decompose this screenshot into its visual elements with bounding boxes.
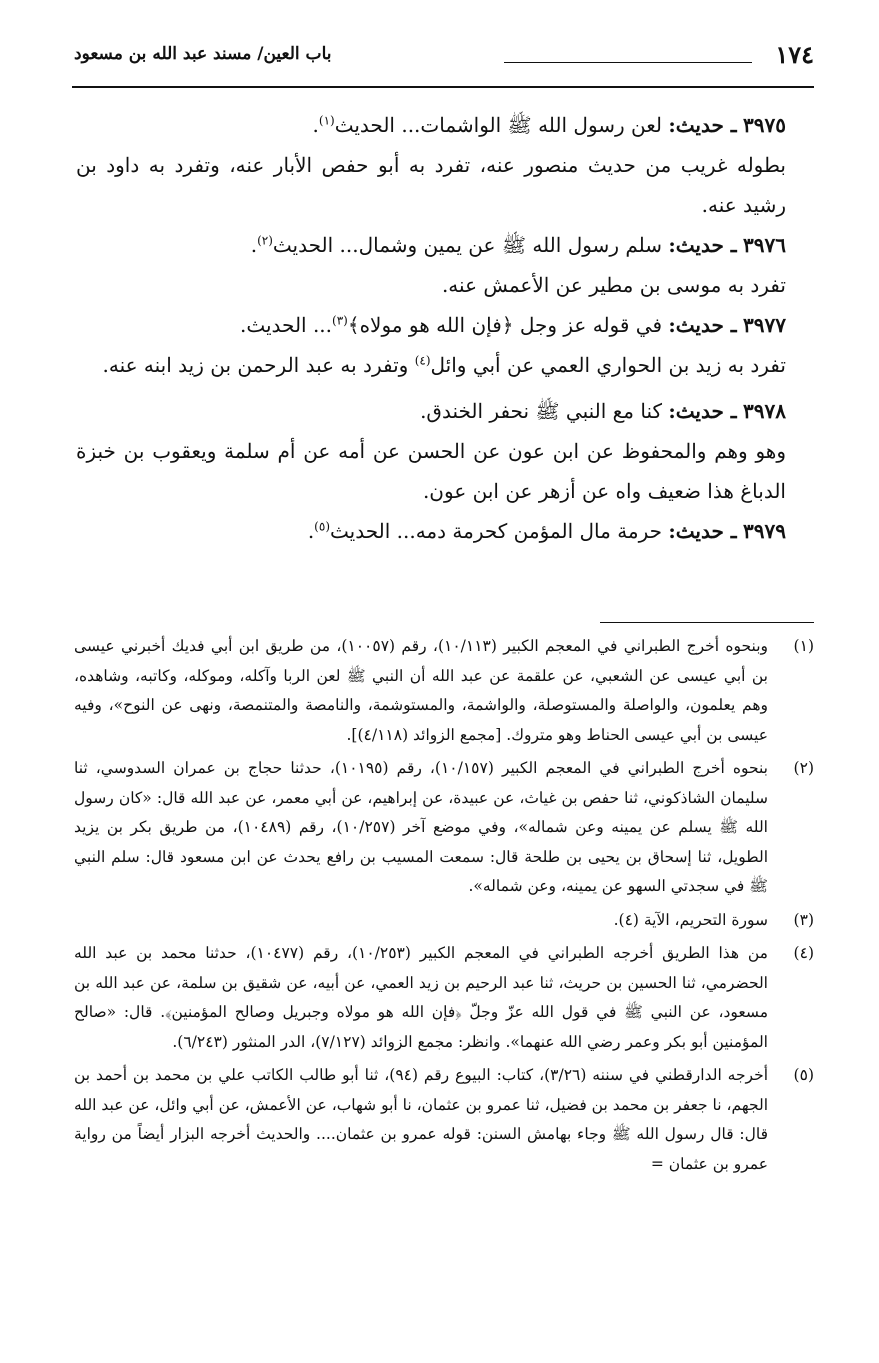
footnote-mark: (٣): [793, 910, 814, 929]
hadith-entry: ٣٩٧٩ ـ حديث: حرمة مال المؤمن كحرمة دمه... الحديث$^{(٥)}$.: [307, 519, 786, 543]
footnote-text: وبنحوه أخرج الطبراني في المعجم الكبير (١٠/١١٣)، رقم (١٠٠٥٧)، من طريق ابن أبي فديك أخبرني عيسى بن أبي عيسى عن الشعبي، عن علقمة عن عبد الله أن النبي ﷺ لعن الربا وآكله، وموكله، وكاتبه، وشاهده، وهم يعلمون، والواصلة والمستوصلة، والواشمة، والمستوشمة، والنامصة والمتنمصة، ونهى عن النوح»، وفيه عيسى بن أبي عيسى الحناط وهو متروك. [مجمع الزوائد (٤/١١٨)].: [74, 637, 768, 744]
footnote-text: أخرجه الدارقطني في سننه (٣/٢٦)، كتاب: البيوع رقم (٩٤)، ثنا أبو طالب الكاتب علي بن محمد بن أحمد بن الجهم، نا جعفر بن محمد بن فضيل، ثنا عمرو بن عثمان، نا أبو شهاب، عن الأعمش، عن أبي وائل، عن عبد الله قال: قال رسول الله ﷺ وجاء بهامش السنن: قوله عمرو بن عثمان.... والحديث أخرجه البزار أيضاً من رواية عمرو بن عثمان =: [74, 1066, 768, 1173]
hadith-entry: ٣٩٧٦ ـ حديث: سلم رسول الله ﷺ عن يمين وشمال... الحديث$^{(٢)}$.: [250, 233, 786, 257]
footnote: [74, 939, 814, 1057]
running-title: باب العين/ مسند عبد الله بن مسعود: [74, 44, 332, 64]
page-number: ١٧٤: [775, 40, 814, 69]
footnote: [74, 1061, 814, 1179]
footnote-mark: (٤): [793, 944, 814, 962]
commentary-paragraph: وهو وهم والمحفوظ عن ابن عون عن الحسن عن أمه عن أم سلمة ويعقوب بن خبزة الدباغ هذا ضعيف واه عن أزهر عن ابن عون.: [76, 439, 786, 503]
commentary-paragraph: تفرد به زيد بن الحواري العمي عن أبي وائل$^{(٤)}$ وتفرد به عبد الرحمن بن زيد ابنه عنه.: [102, 353, 786, 377]
footnote-text: بنحوه أخرج الطبراني في المعجم الكبير (١٠/١٥٧)، رقم (١٠١٩٥)، حدثنا حجاج بن عمران السدوسي، ثنا سليمان الشاذكوني، ثنا حفص بن غياث، عن عبيدة، عن إبراهيم، عن أبي معمر، عن عبد الله قال: «كان رسول الله ﷺ يسلم عن يمينه وعن شماله»، وفي موضع آخر (١٠/٢٥٧)، رقم (١٠٤٨٩)، من طريق بكر بن يزيد الطويل، ثنا إسحاق بن يحيى بن طلحة قال: سمعت المسيب بن رافع يحدث عن ابن مسعود قال: سلم النبي ﷺ في سجدتي السهو عن يمينه، وعن شماله».: [74, 759, 768, 895]
footnote-mark: (٥): [793, 1066, 814, 1084]
footnote: [74, 906, 814, 936]
page-header: [74, 40, 814, 80]
footnote-text: سورة التحريم، الآية (٤).: [613, 910, 768, 929]
hadith-entry: ٣٩٧٥ ـ حديث: لعن رسول الله ﷺ الواشمات... الحديث$^{(١)}$.: [312, 113, 786, 137]
footnote: [74, 754, 814, 902]
footnotes: [74, 632, 814, 1183]
footnote: [74, 632, 814, 750]
footnote-text: من هذا الطريق أخرجه الطبراني في المعجم الكبير (١٠/٢٥٣)، رقم (١٠٤٧٧)، حدثنا محمد بن عبد الله الحضرمي، ثنا الحسين بن حريث، ثنا عبد الرحيم بن زيد العمي، عن أبيه، عن شقيق بن سلمة، عن عبد الله بن مسعود، عن النبي ﷺ في قول الله عزّ وجلّ ﴿فإن الله هو مولاه وجبريل وصالح المؤمنين﴾. قال: «صالح المؤمنين أبو بكر وعمر رضي الله عنهما». وانظر: مجمع الزوائد (٧/١٢٧)، الدر المنثور (٦/٢٤٣).: [74, 944, 768, 1051]
footnote-mark: (٢): [793, 759, 814, 777]
hadith-entry: ٣٩٧٧ ـ حديث: في قوله عز وجل ﴿فإن الله هو مولاه﴾$^{(٣)}$... الحديث.: [239, 313, 786, 337]
header-rule: [72, 86, 814, 88]
hadith-entry: ٣٩٧٨ ـ حديث: كنا مع النبي ﷺ نحفر الخندق.: [420, 399, 786, 423]
footnote-separator: [600, 622, 814, 623]
header-line: [504, 62, 752, 63]
commentary-paragraph: تفرد به موسى بن مطير عن الأعمش عنه.: [441, 273, 786, 297]
commentary-paragraph: بطوله غريب من حديث منصور عنه، تفرد به أبو حفص الأبار عنه، وتفرد به داود بن رشيد عنه.: [76, 153, 786, 217]
footnote-mark: (١): [793, 637, 814, 655]
main-text: [76, 105, 814, 551]
